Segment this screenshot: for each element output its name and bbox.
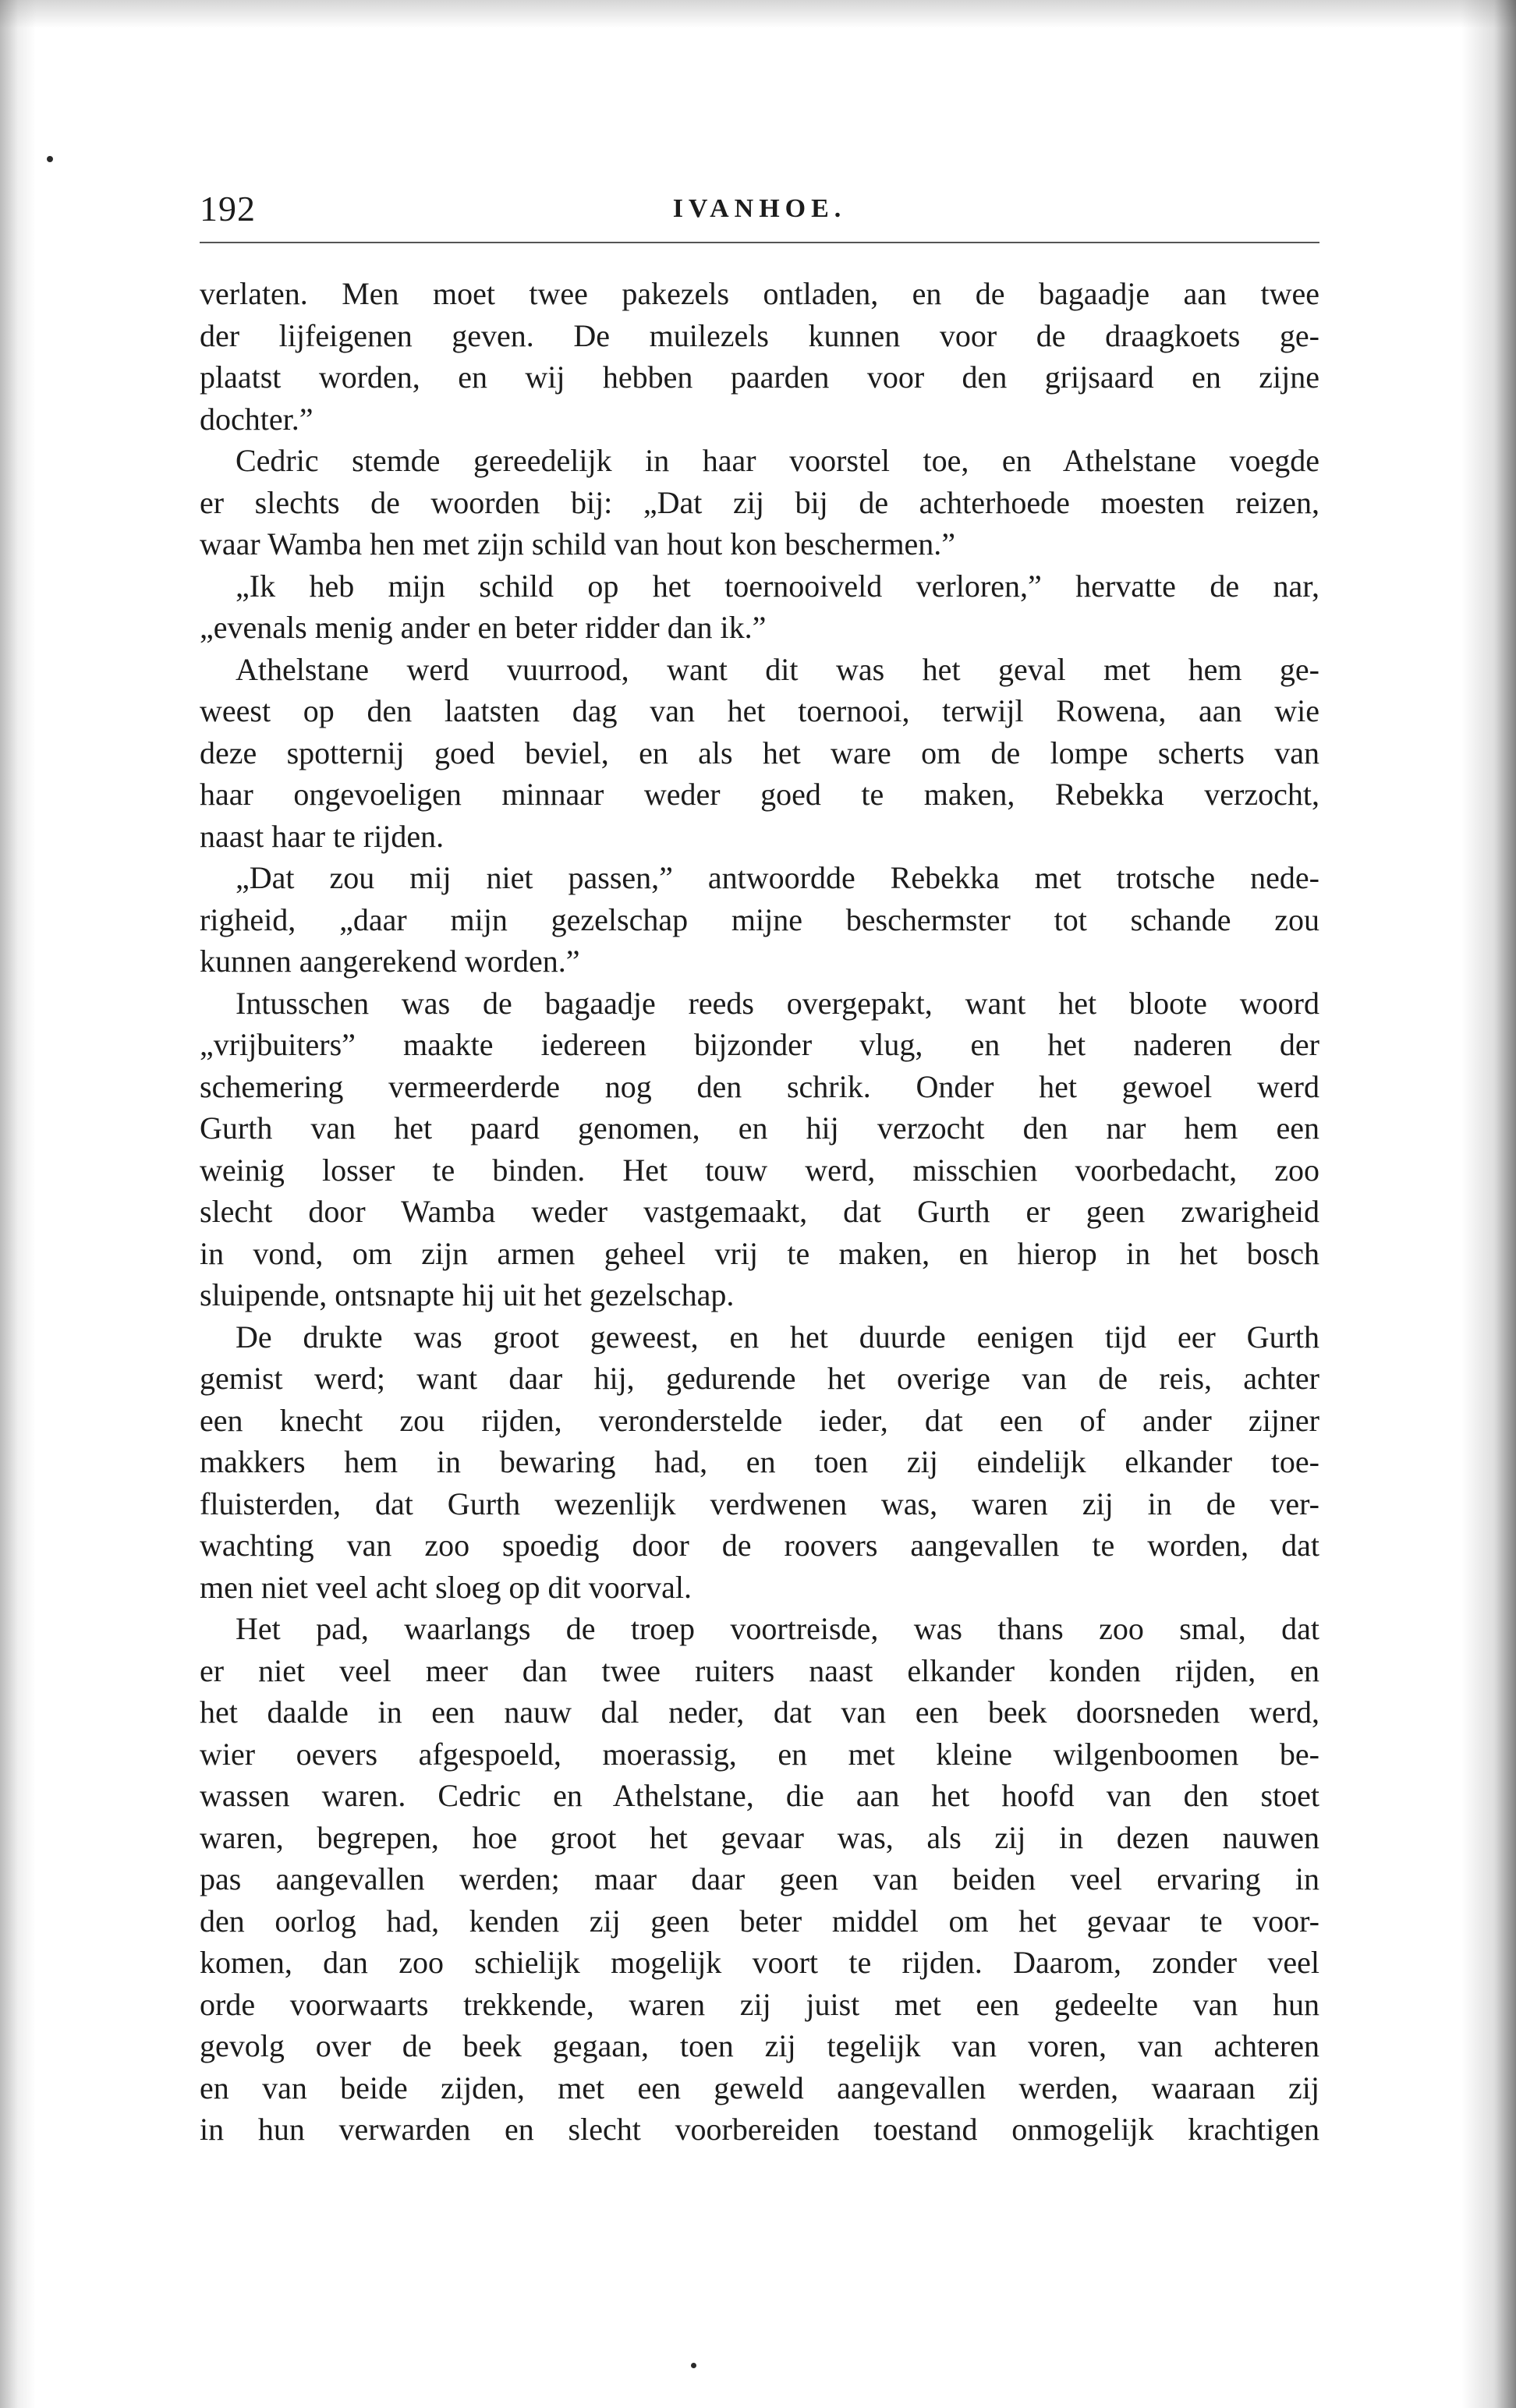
text-line: waren, begrepen, hoe groot het gevaar was, als zij in dezen nauwen xyxy=(200,1819,1319,1855)
text-line: naast haar te rijden. xyxy=(200,818,445,854)
text-line: slecht door Wamba weder vastgemaakt, dat Gurth er geen zwarigheid xyxy=(200,1194,1319,1229)
text-line: „Dat zou mij niet passen,” antwoordde Rebekka met trotsche nede- xyxy=(236,860,1319,895)
text-line: er niet veel meer dan twee ruiters naast elkander konden rijden, en xyxy=(200,1652,1319,1688)
text-line: deze spotternij goed beviel, en als het ware om de lompe scherts van xyxy=(200,735,1319,770)
text-line: kunnen aangerekend worden.” xyxy=(200,944,580,979)
page-top-edge xyxy=(0,0,1516,28)
text-line: weest op den laatsten dag van het toernooi, terwijl Rowena, aan wie xyxy=(200,693,1319,728)
text-line: sluipende, ontsnapte hij uit het gezelschap. xyxy=(200,1277,735,1312)
text-line: wachting van zoo spoedig door de roovers aangevallen te worden, dat xyxy=(200,1528,1319,1563)
text-line: dochter.” xyxy=(200,401,313,437)
text-line: fluisterden, dat Gurth wezenlijk verdwenen was, waren zij in de ver- xyxy=(200,1486,1319,1521)
text-line: De drukte was groot geweest, en het duurde eenigen tijd eer Gurth xyxy=(236,1319,1319,1354)
text-line: orde voorwaarts trekkende, waren zij juist met een gedeelte van hun xyxy=(200,1986,1319,2022)
text-line: makkers hem in bewaring had, en toen zij eindelijk elkander toe- xyxy=(200,1444,1319,1479)
text-line: Het pad, waarlangs de troep voortreisde, was thans zoo smal, dat xyxy=(236,1611,1319,1646)
text-line: in vond, om zijn armen geheel vrij te maken, en hierop in het bosch xyxy=(200,1235,1319,1271)
text-line: er slechts de woorden bij: „Dat zij bij de achterhoede moesten reizen, xyxy=(200,484,1319,520)
text-line: „vrijbuiters” maakte iedereen bijzonder vlug, en het naderen der xyxy=(200,1027,1319,1062)
text-line: gemist werd; want daar hij, gedurende het overige van de reis, achter xyxy=(200,1361,1319,1396)
text-line: der lijfeigenen geven. De muilezels kunnen voor de draagkoets ge- xyxy=(200,317,1319,353)
running-title: IVANHOE. xyxy=(672,194,847,223)
text-line: en van beide zijden, met een geweld aangevallen werden, waaraan zij xyxy=(200,2070,1319,2105)
text-line: Athelstane werd vuurrood, want dit was het geval met hem ge- xyxy=(236,651,1319,687)
page-number: 192 xyxy=(200,189,256,228)
text-line: pas aangevallen werden; maar daar geen van beiden veel ervaring in xyxy=(200,1861,1319,1896)
text-line: komen, dan zoo schielijk mogelijk voort te rijden. Daarom, zonder veel xyxy=(200,1945,1319,1980)
text-line: plaatst worden, en wij hebben paarden voor den grijsaard en zijne xyxy=(200,359,1319,395)
text-line: waar Wamba hen met zijn schild van hout kon beschermen.” xyxy=(200,526,956,561)
text-line: het daalde in een nauw dal neder, dat van een beek doorsneden werd, xyxy=(200,1694,1319,1730)
text-line: wassen waren. Cedric en Athelstane, die aan het hoofd van den stoet xyxy=(200,1778,1319,1813)
text-line: righeid, „daar mijn gezelschap mijne beschermster tot schande zou xyxy=(200,901,1319,937)
text-line: Gurth van het paard genomen, en hij verzocht den nar hem een xyxy=(200,1110,1319,1146)
text-line: een knecht zou rijden, veronderstelde ieder, dat een of ander zijner xyxy=(200,1402,1319,1438)
text-line: schemering vermeerderde nog den schrik. Onder het gewoel werd xyxy=(200,1068,1319,1104)
text-line: gevolg over de beek gegaan, toen zij tegelijk van voren, van achteren xyxy=(200,2028,1319,2063)
page-left-edge xyxy=(0,0,36,2408)
text-line: weinig losser te binden. Het touw werd, misschien voorbedacht, zoo xyxy=(200,1152,1319,1188)
text-line: verlaten. Men moet twee pakezels ontladen, en de bagaadje aan twee xyxy=(200,276,1319,311)
body-text xyxy=(200,273,1319,2151)
text-line: „evenals menig ander en beter ridder dan ik.” xyxy=(200,610,767,645)
text-line: Cedric stemde gereedelijk in haar voorstel toe, en Athelstane voegde xyxy=(236,443,1319,478)
text-line: „Ik heb mijn schild op het toernooiveld verloren,” hervatte de nar, xyxy=(236,568,1319,604)
text-line: Intusschen was de bagaadje reeds overgepakt, want het bloote woord xyxy=(236,985,1319,1021)
text-line: men niet veel acht sloeg op dit voorval. xyxy=(200,1569,692,1605)
text-line: haar ongevoeligen minnaar weder goed te maken, Rebekka verzocht, xyxy=(200,777,1319,812)
page-right-edge xyxy=(1461,0,1516,2408)
header-rule xyxy=(200,242,1319,243)
ink-speck xyxy=(691,2363,696,2368)
ink-speck xyxy=(47,156,53,162)
text-line: den oorlog had, kenden zij geen beter middel om het gevaar te voor- xyxy=(200,1903,1319,1939)
text-line: in hun verwarden en slecht voorbereiden toestand onmogelijk krachtigen xyxy=(200,2112,1319,2147)
text-line: wier oevers afgespoeld, moerassig, en met kleine wilgenboomen be- xyxy=(200,1736,1319,1772)
page-header xyxy=(200,186,1319,232)
